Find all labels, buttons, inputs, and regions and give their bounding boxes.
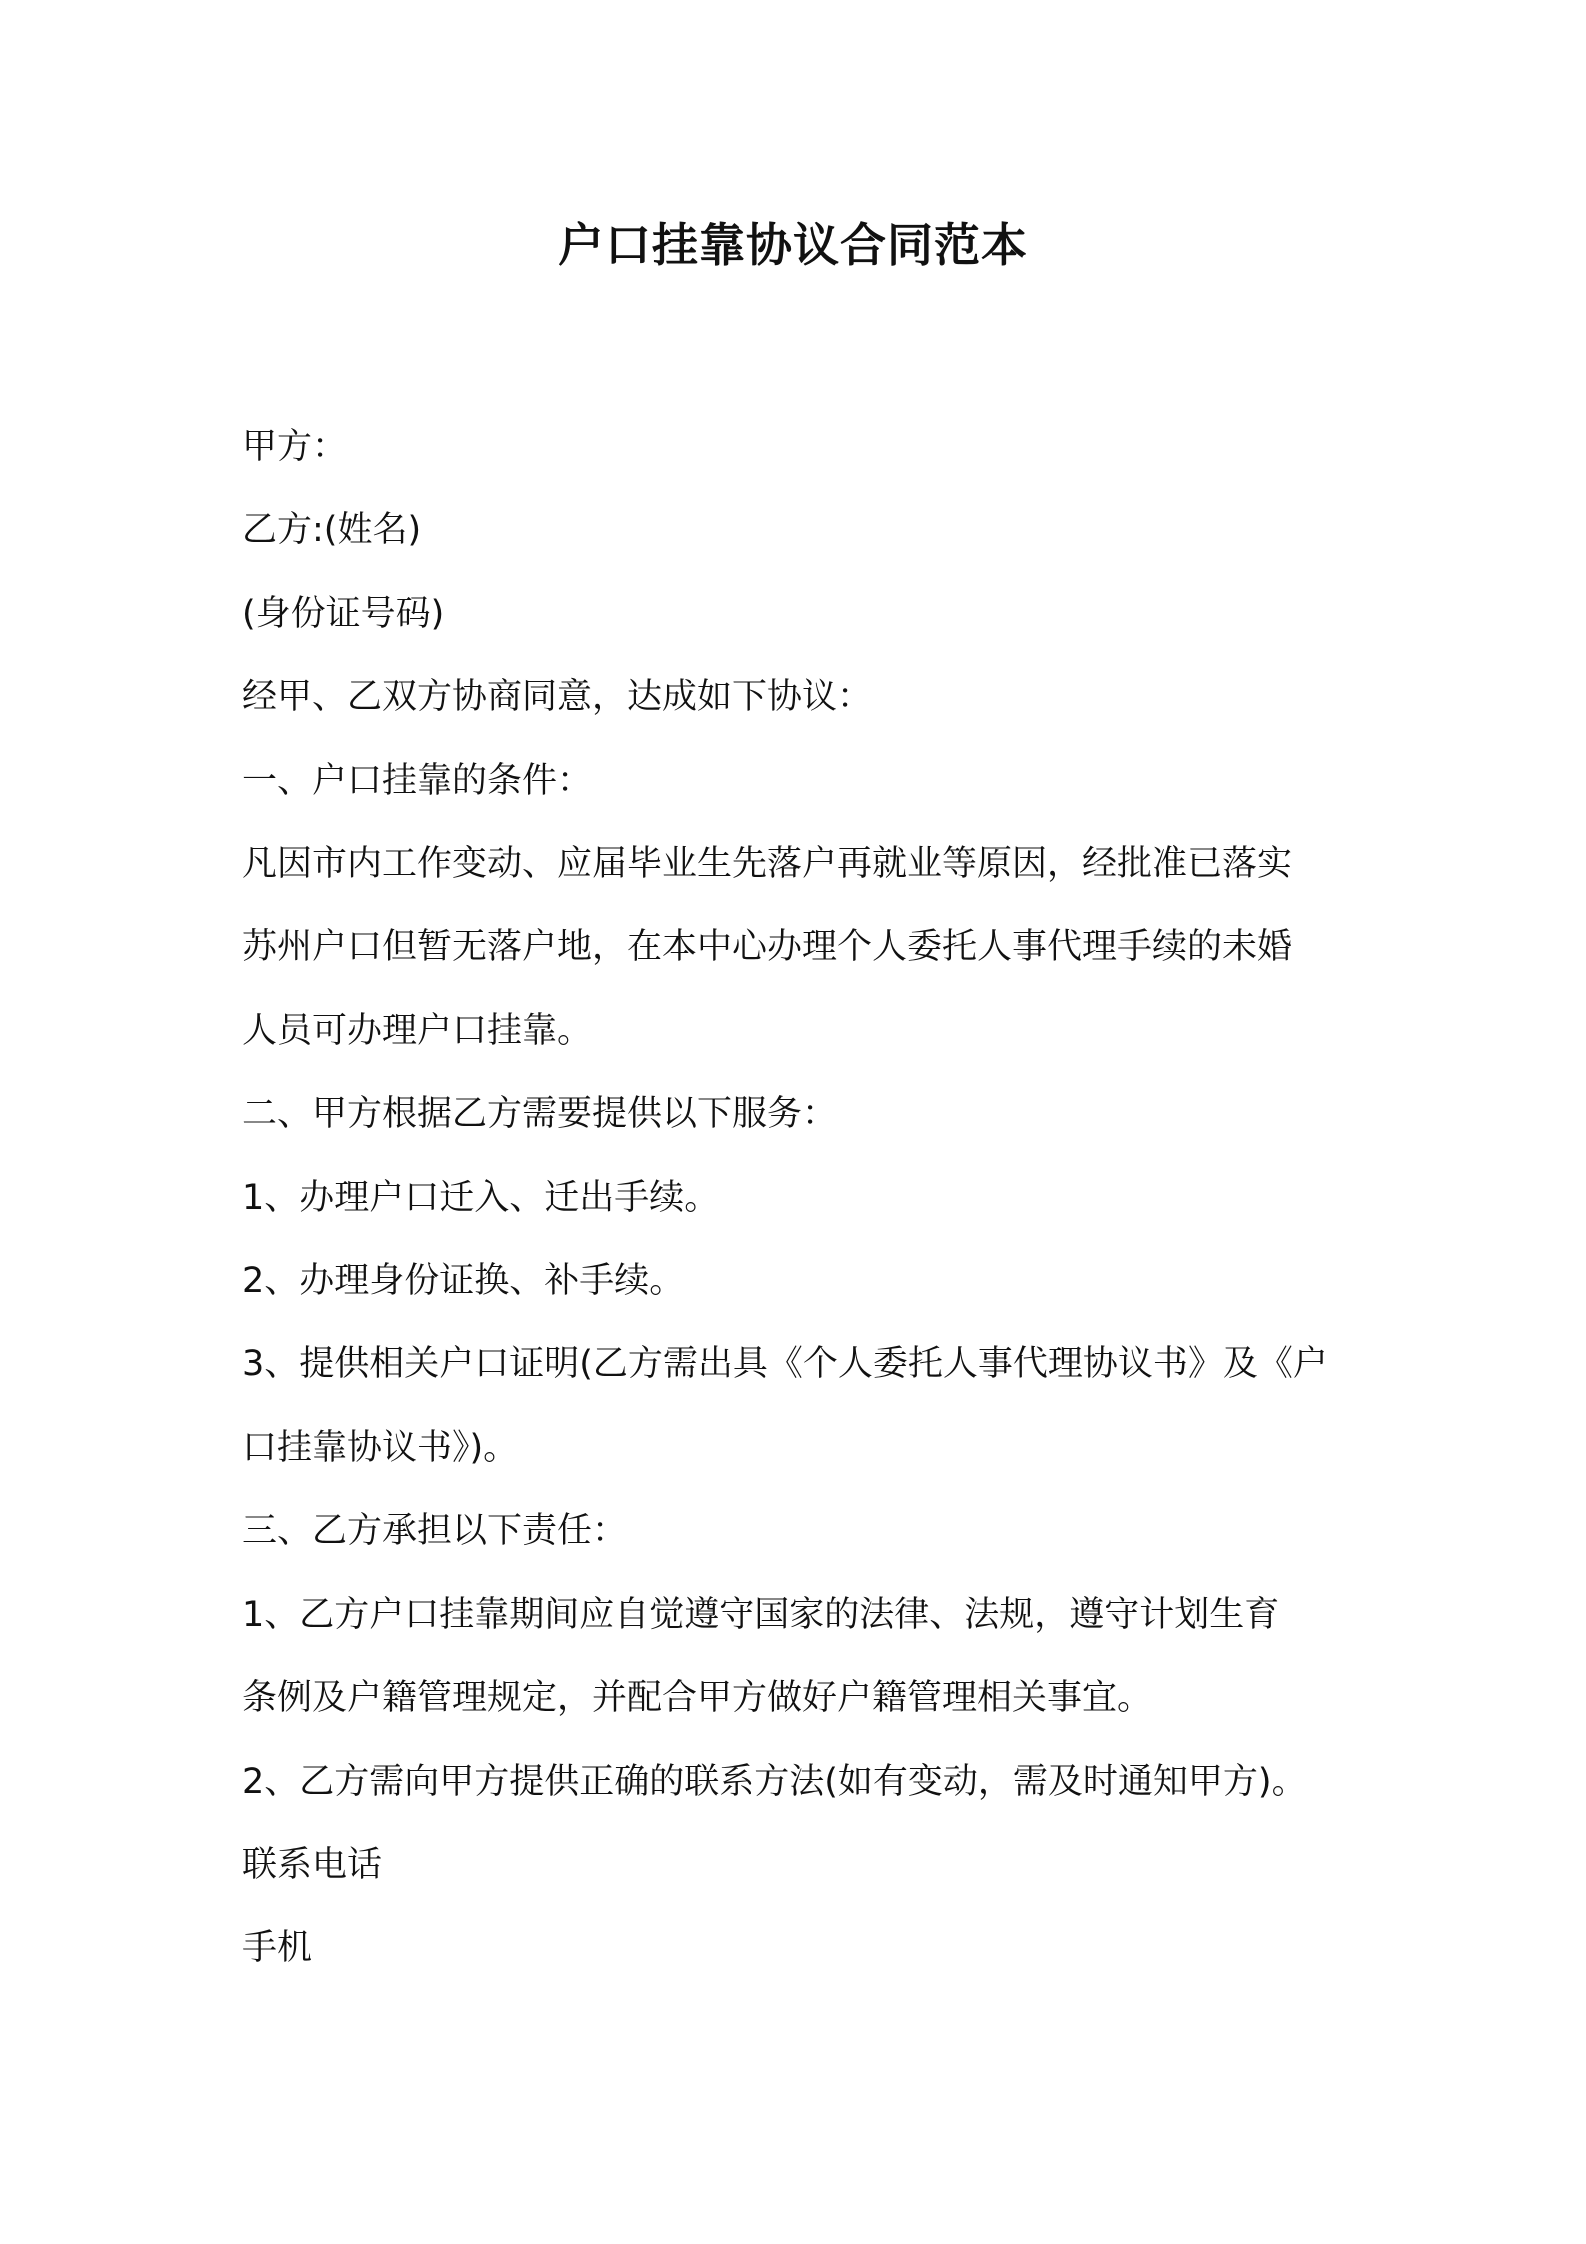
contact-phone-label: 联系电话 (242, 1844, 383, 1885)
party-a-line: 甲方： (242, 427, 348, 467)
section-3-item: 1、乙方户口挂靠期间应自觉遵守国家的法律、法规，遵守计划生育 (242, 1594, 1280, 1635)
section-2-item: 3、提供相关户口证明(乙方需出具《个人委托人事代理协议书》及《户 (242, 1344, 1328, 1385)
document-title: 户口挂靠协议合同范本 (558, 218, 1028, 272)
section-2-item-continued: 口挂靠协议书》)。 (242, 1427, 519, 1468)
section-1-text-line: 人员可办理户口挂靠。 (242, 1010, 593, 1051)
section-3-heading: 三、乙方承担以下责任： (242, 1511, 628, 1552)
section-2-heading: 二、甲方根据乙方需要提供以下服务： (242, 1094, 838, 1135)
section-2-item: 1、办理户口迁入、迁出手续。 (242, 1177, 720, 1218)
section-3-item-continued: 条例及户籍管理规定，并配合甲方做好户籍管理相关事宜。 (242, 1678, 1153, 1719)
party-b-id-line: (身份证号码) (242, 593, 445, 634)
section-1-heading: 一、户口挂靠的条件： (242, 760, 593, 801)
document-body (242, 406, 1362, 1991)
section-1-text-line: 苏州户口但暂无落户地，在本中心办理个人委托人事代理手续的未婚 (242, 927, 1293, 968)
section-2-item: 2、办理身份证换、补手续。 (242, 1261, 685, 1302)
party-b-name-line: 乙方:(姓名) (242, 510, 422, 551)
section-1-text-line: 凡因市内工作变动、应届毕业生先落户再就业等原因，经批准已落实 (242, 844, 1293, 885)
agreement-intro: 经甲、乙双方协商同意，达成如下协议： (242, 677, 873, 718)
section-3-item: 2、乙方需向甲方提供正确的联系方法(如有变动，需及时通知甲方)。 (242, 1761, 1307, 1802)
mobile-label: 手机 (242, 1928, 313, 1969)
